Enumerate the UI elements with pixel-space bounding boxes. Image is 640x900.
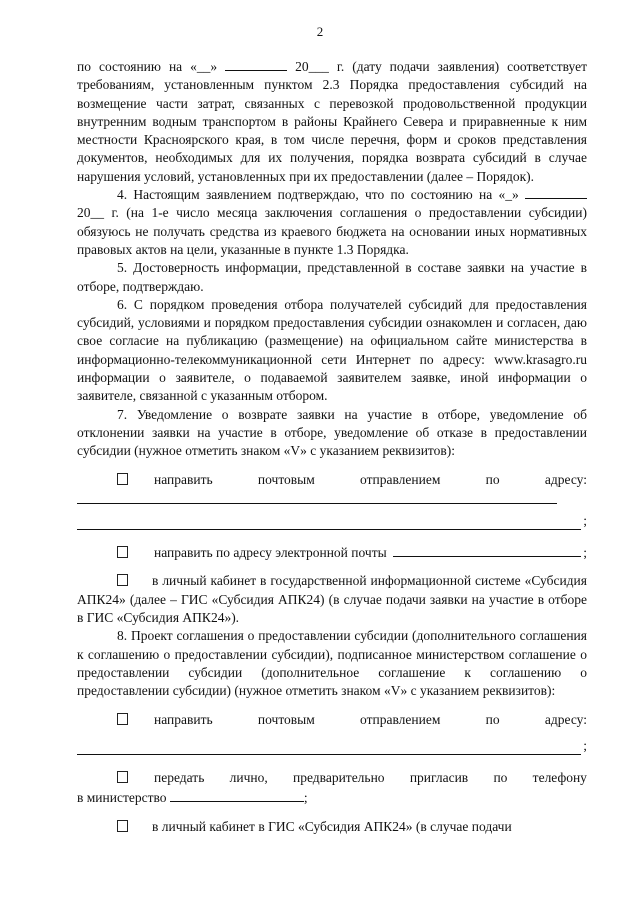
post-checkbox[interactable] (117, 473, 128, 485)
paragraph-5: 5. Достоверность информации, представленной в составе заявки на участие в отборе, подтверждаю. (77, 260, 587, 294)
email-label: направить по адресу электронной почты (154, 545, 387, 561)
word: отправлением (360, 471, 441, 487)
word: направить (154, 711, 213, 727)
address-line[interactable] (77, 489, 557, 504)
email-checkbox[interactable] (117, 546, 128, 558)
p7-option-cabinet (77, 572, 587, 627)
post-checkbox[interactable] (117, 713, 128, 725)
word: предварительно (292, 770, 385, 786)
cabinet-checkbox[interactable] (117, 820, 128, 832)
personal-checkbox[interactable] (117, 771, 128, 783)
word: почтовым (257, 711, 315, 727)
word: направить (154, 471, 213, 487)
cabinet-checkbox[interactable] (117, 574, 128, 586)
semicolon: ; (583, 545, 587, 561)
p7-option-email (77, 542, 587, 562)
date-blank (225, 70, 287, 71)
p7-option-post (77, 471, 587, 489)
page-number: 2 (316, 24, 324, 39)
ministry-label: в министерство (77, 790, 167, 806)
word: по (485, 471, 500, 487)
word: адресу: (544, 471, 587, 487)
paragraph-intro (77, 58, 587, 186)
word: по (485, 711, 500, 727)
paragraph-8: 8. Проект соглашения о предоставлении субсидии (дополнительного соглашения к соглашению о предоставлении субсидии), подписанное министерством соглашение о предоставлении субсидии (дополнительное соглашение к соглашению о предоставлении субсидии) (нужное отметить знаком «V» с указанием реквизитов): (77, 628, 587, 699)
email-input-line[interactable] (393, 542, 582, 557)
p8-option-cabinet (77, 818, 587, 836)
semicolon: ; (583, 737, 587, 753)
address-line-end[interactable] (77, 737, 587, 755)
paragraph-6: 6. С порядком проведения отбора получателей субсидий для предоставления субсидий, условиями и порядком предоставления субсидии ознакомлен и согласен, даю свое согласие на публикацию (размещение) на официальном сайте министерства в информационно-телекоммуникационной сети Интернет по адресу: www.krasagro.ru информации о заявителе, о подаваемой заявителем заявке, иной информации о заявителе, связанной с указанным отбором. (77, 296, 587, 404)
word: адресу: (544, 711, 587, 727)
p8-option-post (77, 711, 587, 729)
document-body (77, 58, 587, 836)
p8-post-label (154, 711, 587, 729)
word: отправлением (360, 711, 441, 727)
address-line-end[interactable] (77, 512, 587, 530)
intro-text: 20___ г. (дату подачи заявления) соответствует требованиям, установленным пунктом 2.3 Порядка предоставления субсидий на возмещение части затрат, связанных с перевозкой продовольственной продукции внутренним водным транспортом в районы Крайнего Севера и приравненные к ним местности Красноярского края, в том числе перечня, форм и сроков представления документов, необходимых для их получения, порядка возврата субсидий в случае нарушения условий, установленных при их предоставлении (далее – Порядок). (77, 59, 587, 184)
word: телефону (532, 770, 587, 786)
p8-option-personal (77, 769, 587, 787)
cabinet-label: в личный кабинет в государственной информационной системе «Субсидия АПК24» (далее – ГИС «Субсидия АПК24) (в случае подачи заявки на участие в отборе в ГИС «Субсидия АПК24»). (77, 573, 587, 626)
p7-post-label (154, 471, 587, 489)
cabinet-label: в личный кабинет в ГИС «Субсидия АПК24» (в случае подачи (152, 818, 512, 834)
p4-text: 20__ г. (на 1-е число месяца заключения соглашения о предоставлении субсидии) обязуюсь не получать средства из краевого бюджета на основании иных нормативных правовых актов на цели, указанные в пункте 1.3 Порядка. (77, 205, 587, 257)
word: передать (154, 770, 205, 786)
p4-start-text: 4. Настоящим заявлением подтверждаю, что по состоянию на «_» (117, 187, 525, 203)
paragraph-7: 7. Уведомление о возврате заявки на участие в отборе, уведомление об отклонении заявки на участие в отборе, уведомление об отказе в предоставлении субсидии (нужное отметить знаком «V» с указанием реквизитов): (77, 406, 587, 459)
intro-start-text: по состоянию на «__» (77, 59, 226, 74)
word: по (493, 770, 508, 786)
p8-personal-cont (77, 787, 587, 807)
paragraph-4 (77, 186, 587, 259)
word: лично, (229, 770, 268, 786)
semicolon: ; (583, 512, 587, 528)
date-blank (525, 198, 587, 199)
semicolon: ; (303, 790, 308, 806)
p8-personal-label (154, 769, 587, 787)
phone-input-line[interactable] (170, 787, 304, 802)
word: пригласив (409, 770, 469, 786)
word: почтовым (257, 471, 315, 487)
